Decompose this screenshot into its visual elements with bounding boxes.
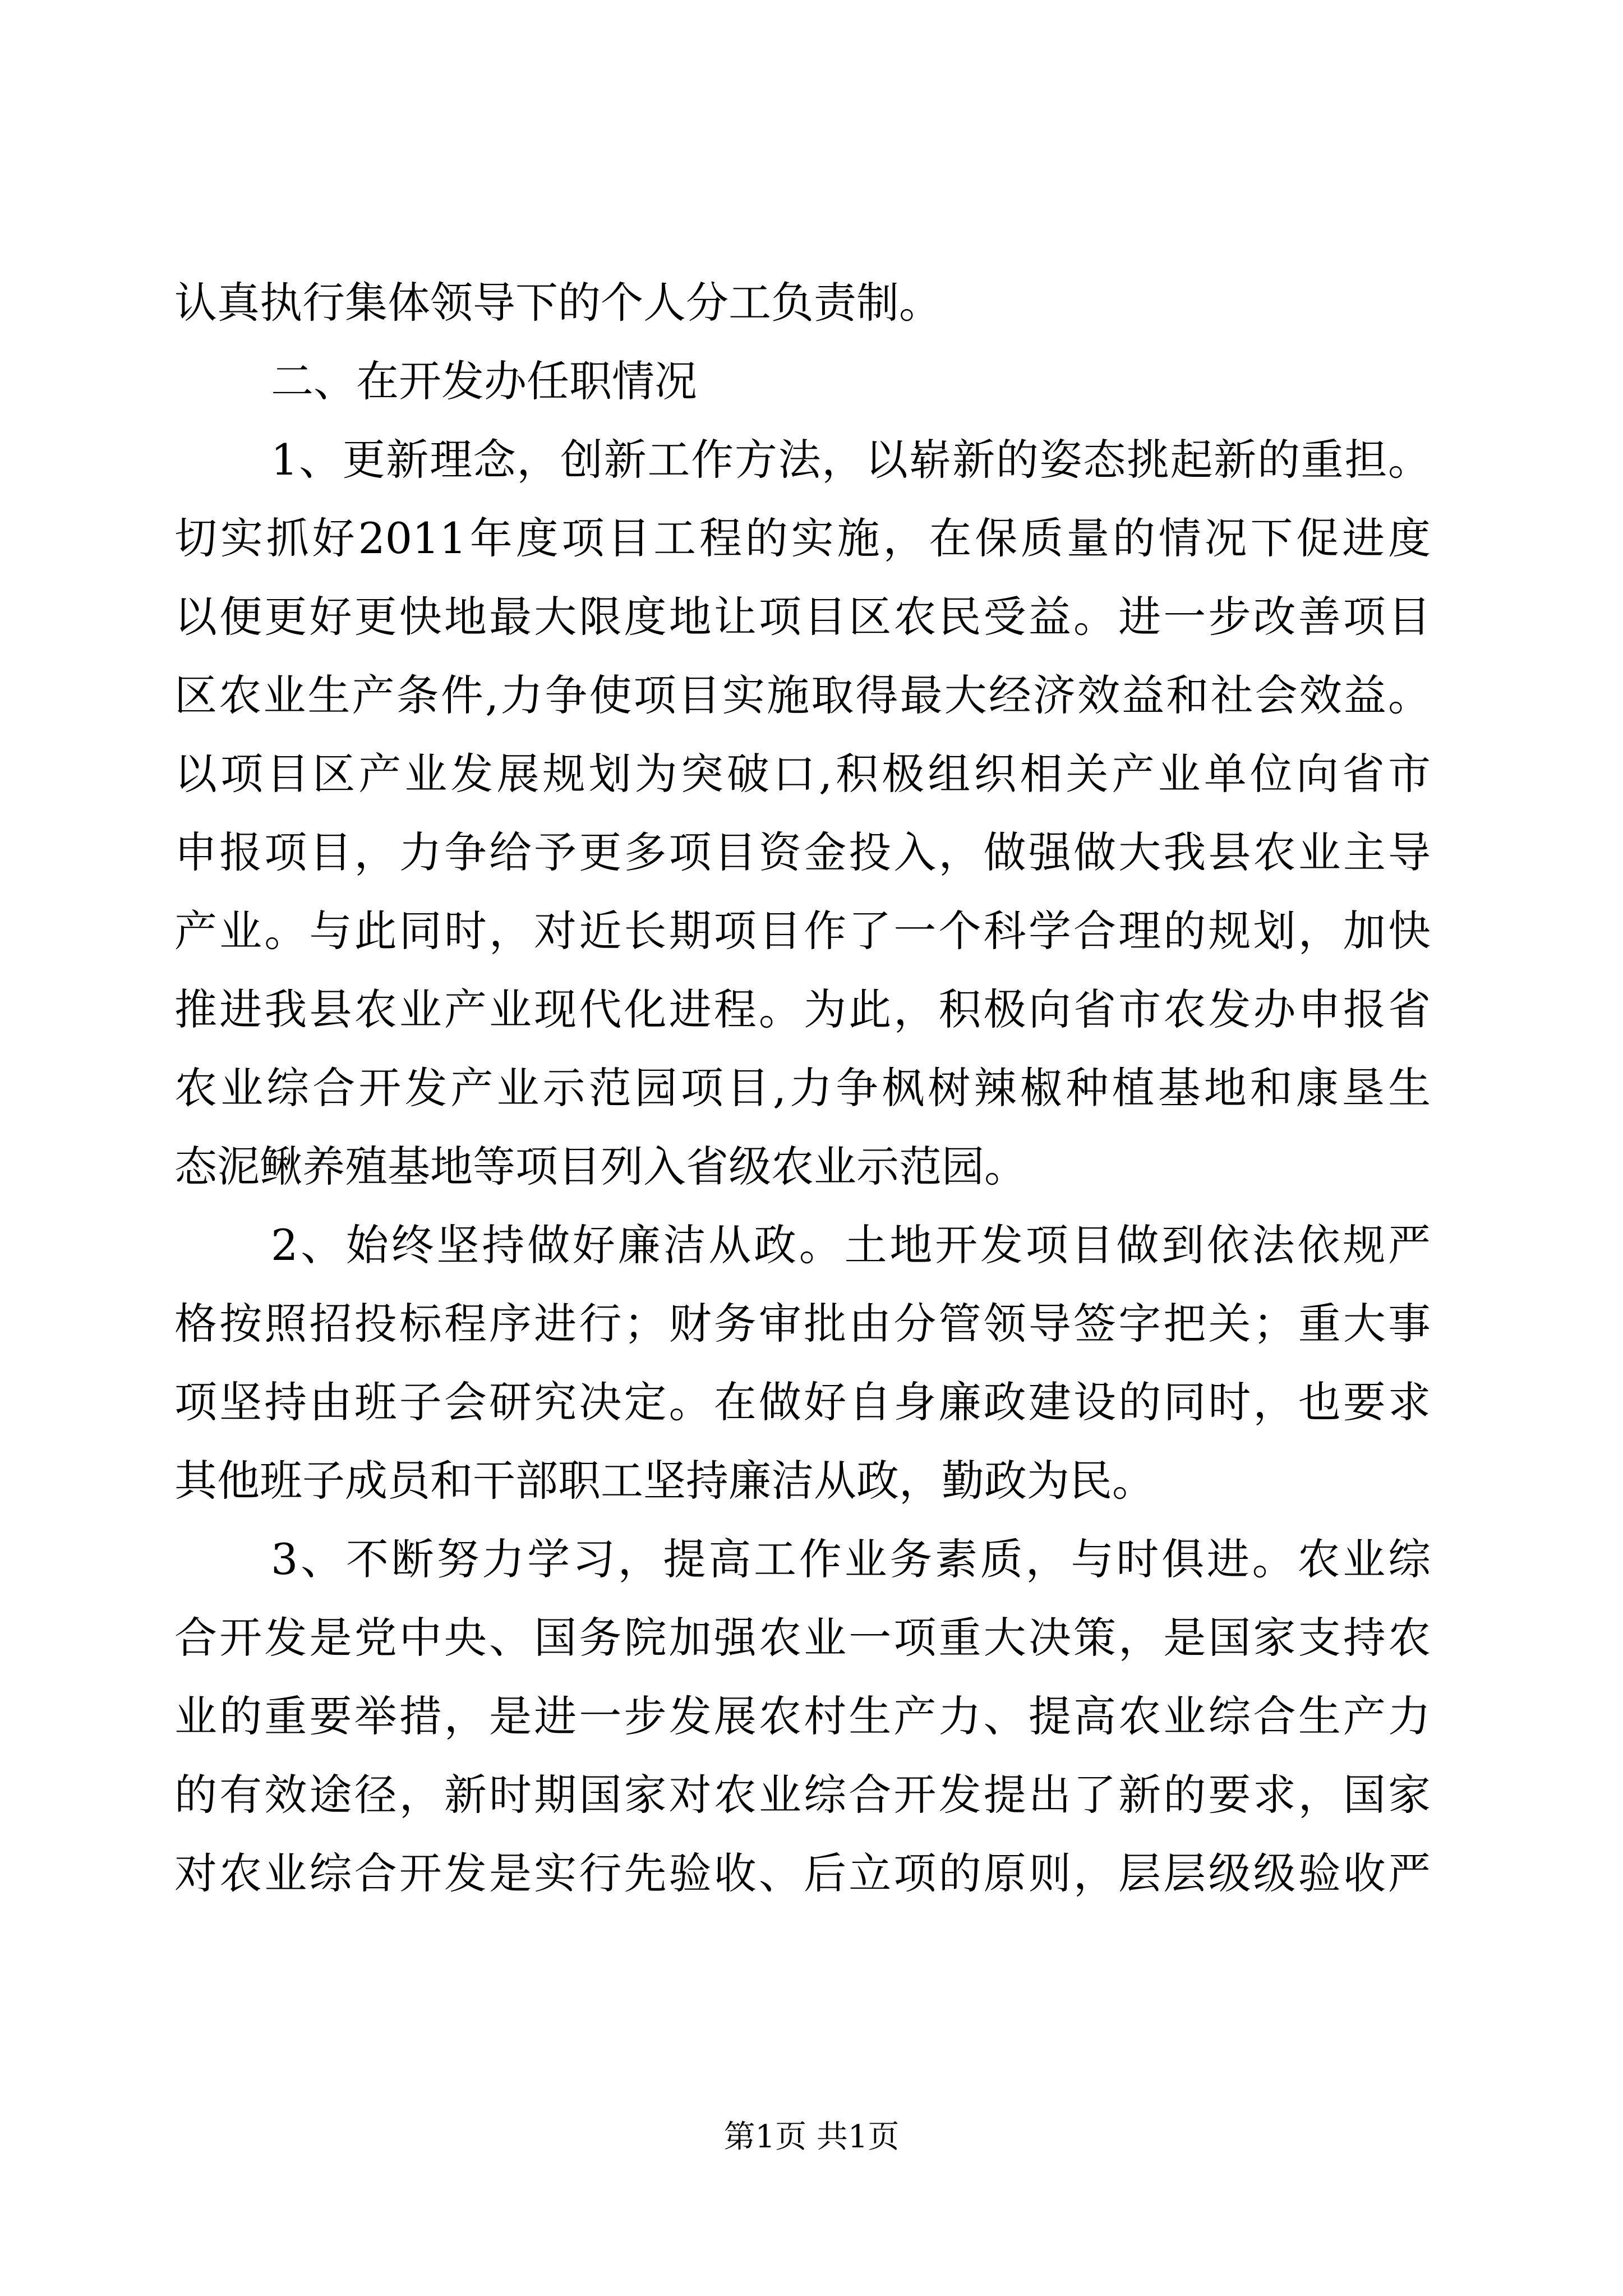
section-heading: 二、在开发办任职情况: [271, 356, 697, 406]
text-line: 1、更新理念，创新工作方法，以崭新的姿态挑起新的重担。: [271, 435, 1431, 485]
text-line: 2、始终坚持做好廉洁从政。土地开发项目做到依法依规严: [271, 1220, 1431, 1270]
page-number-label: 第1页 共1页: [723, 2119, 900, 2155]
text-line: 格按照招投标程序进行；财务审批由分管领导签字把关；重大事: [174, 1299, 1431, 1349]
text-line: 以便更好更快地最大限度地让项目区农民受益。进一步改善项目: [174, 592, 1431, 642]
text-line: 认真执行集体领导下的个人分工负责制。: [174, 278, 942, 328]
page-footer: [0, 2115, 1623, 2160]
text-line: 3、不断努力学习，提高工作业务素质，与时俱进。农业综: [271, 1534, 1431, 1584]
text-line: 态泥鳅养殖基地等项目列入省级农业示范园。: [174, 1142, 1027, 1191]
text-line: 的有效途径，新时期国家对农业综合开发提出了新的要求，国家: [174, 1770, 1431, 1820]
text-line: 合开发是党中央、国务院加强农业一项重大决策，是国家支持农: [174, 1613, 1431, 1663]
text-line: 对农业综合开发是实行先验收、后立项的原则，层层级级验收严: [174, 1848, 1431, 1898]
text-line: 切实抓好2011年度项目工程的实施，在保质量的情况下促进度: [174, 513, 1431, 563]
text-line: 以项目区产业发展规划为突破口,积极组织相关产业单位向省市: [174, 749, 1431, 799]
body-text: [174, 264, 1431, 1913]
text-line: 农业综合开发产业示范园项目,力争枫树辣椒种植基地和康垦生: [174, 1063, 1431, 1113]
text-line: 产业。与此同时，对近长期项目作了一个科学合理的规划，加快: [174, 906, 1431, 956]
text-line: 申报项目，力争给予更多项目资金投入，做强做大我县农业主导: [174, 827, 1431, 877]
text-line: 推进我县农业产业现代化进程。为此，积极向省市农发办申报省: [174, 984, 1431, 1034]
text-line: 区农业生产条件,力争使项目实施取得最大经济效益和社会效益。: [174, 670, 1431, 720]
text-line: 其他班子成员和干部职工坚持廉洁从政，勤政为民。: [174, 1456, 1155, 1506]
text-line: 项坚持由班子会研究决定。在做好自身廉政建设的同时，也要求: [174, 1377, 1431, 1427]
text-line: 业的重要举措，是进一步发展农村生产力、提高农业综合生产力: [174, 1691, 1431, 1741]
